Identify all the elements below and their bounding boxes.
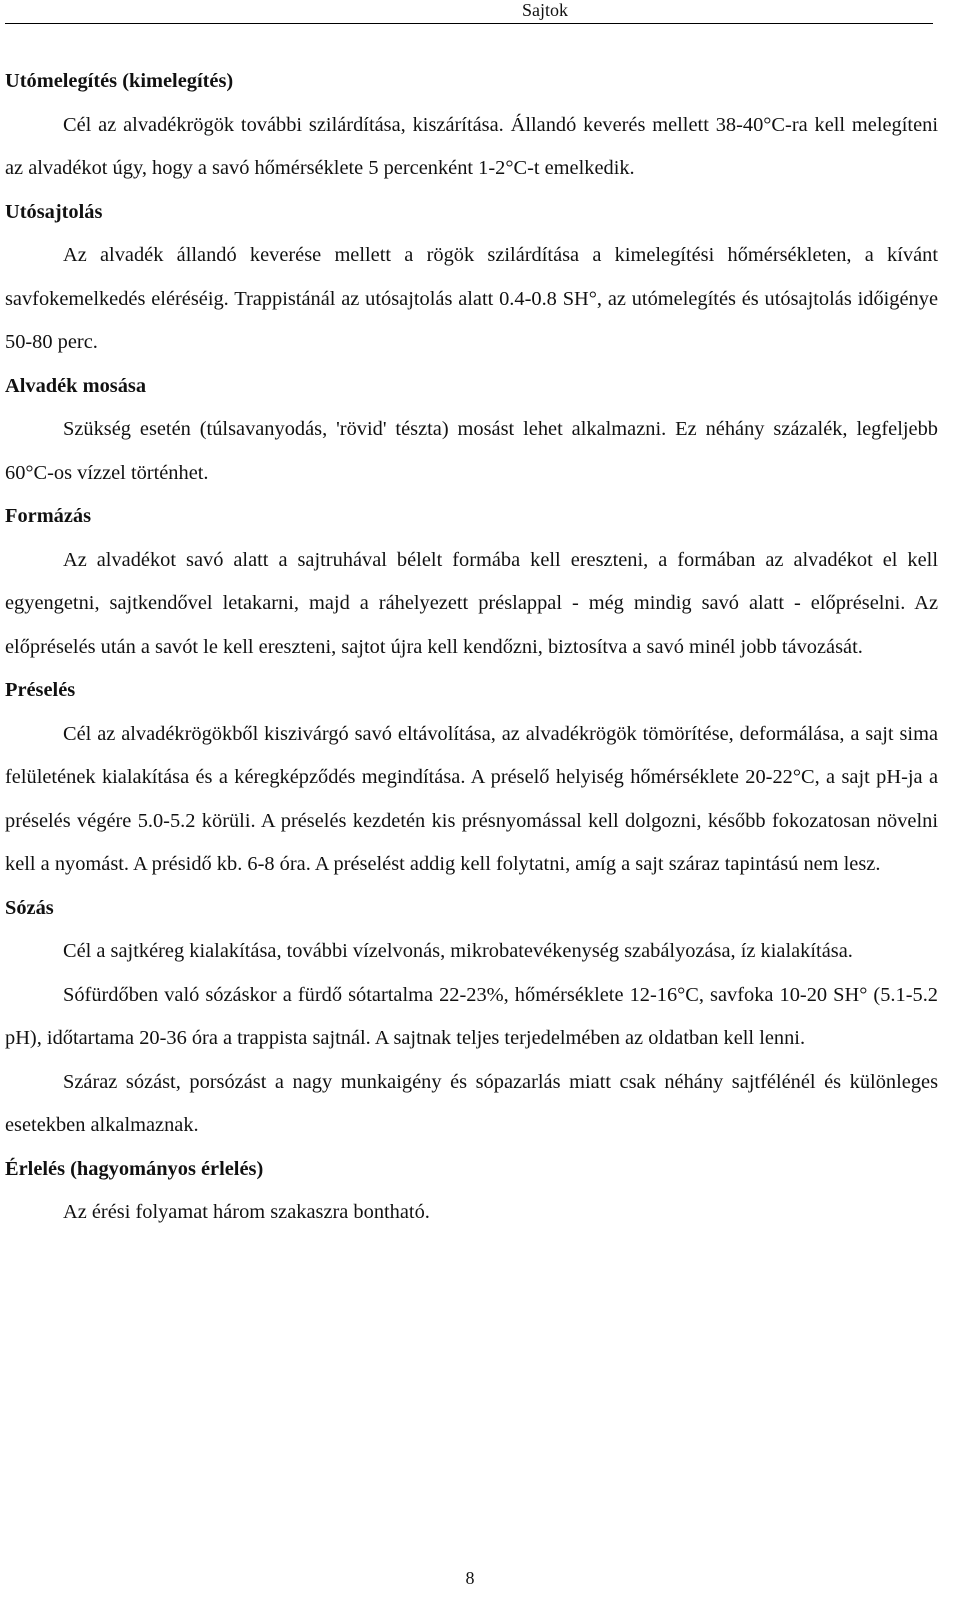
section-sozas bbox=[5, 887, 938, 1148]
paragraph: Szükség esetén (túlsavanyodás, 'rövid' tészta) mosást lehet alkalmazni. Ez néhány százalék, legfeljebb 60°C-os vízzel történhet. bbox=[5, 418, 938, 484]
document-body bbox=[5, 60, 938, 1235]
section-heading: Préselés bbox=[5, 679, 76, 701]
running-header bbox=[5, 0, 933, 24]
paragraph: Az alvadékot savó alatt a sajtruhával bélelt formába kell ereszteni, a formában az alvadékot el kell egyengetni, sajtkendővel letakarni, majd a ráhelyezett préslappal - még mindig savó alatt - előpréselni. Az előpréselés után a savót le kell ereszteni, sajtot újra kell kendőzni, biztosítva a savó minél jobb távozását. bbox=[5, 548, 938, 658]
section-utosajtolas bbox=[5, 191, 938, 365]
header-title: Sajtok bbox=[521, 0, 568, 20]
paragraph: Cél az alvadékrögök további szilárdítása, kiszárítása. Állandó keverés mellett 38-40°C-ra kell melegíteni az alvadékot úgy, hogy a savó hőmérséklete 5 percenként 1-2°C-t emelkedik. bbox=[5, 113, 938, 179]
section-heading: Alvadék mosása bbox=[5, 374, 147, 397]
section-alvadek-mosasa bbox=[5, 365, 938, 496]
section-heading: Utósajtolás bbox=[5, 200, 103, 223]
paragraph: Száraz sózást, porsózást a nagy munkaigény és sópazarlás miatt csak néhány sajtfélénél és különleges esetekben alkalmaznak. bbox=[5, 1070, 938, 1136]
paragraph: Cél az alvadékrögökből kiszivárgó savó eltávolítása, az alvadékrögök tömörítése, deformálása, a sajt sima felületének kialakítása és a kéregképződés megindítása. A préselő helyiség hőmérséklete 20-22°C, a sajt pH-ja a préselés végére 5.0-5.2 körüli. A préselés kezdetén kis présnyomással kell dolgozni, később fokozatosan növelni kell a nyomást. A présidő kb. 6-8 óra. A préselést addig kell folytatni, amíg a sajt száraz tapintású nem lesz. bbox=[5, 722, 938, 875]
section-preseles bbox=[5, 669, 938, 887]
paragraph: Az alvadék állandó keverése mellett a rögök szilárdítása a kimelegítési hőmérsékleten, a kívánt savfokemelkedés eléréséig. Trappistánál az utósajtolás alatt 0.4-0.8 SH°, az utómelegítés és utósajtolás időigénye 50-80 perc. bbox=[5, 244, 938, 353]
section-erleles bbox=[5, 1148, 938, 1235]
section-heading: Sózás bbox=[5, 896, 54, 919]
paragraph: Az érési folyamat három szakaszra bontható. bbox=[63, 1201, 430, 1223]
paragraph: Cél a sajtkéreg kialakítása, további vízelvonás, mikrobatevékenység szabályozása, íz kialakítása. bbox=[63, 940, 853, 962]
section-heading: Utómelegítés (kimelegítés) bbox=[5, 70, 234, 92]
section-utomelegites bbox=[5, 60, 938, 191]
section-heading: Érlelés (hagyományos érlelés) bbox=[5, 1157, 264, 1180]
section-formazas bbox=[5, 495, 938, 669]
paragraph: Sófürdőben való sózáskor a fürdő sótartalma 22-23%, hőmérséklete 12-16°C, savfoka 10-20 SH° (5.1-5.2 pH), időtartama 20-36 óra a trappista sajtnál. A sajtnak teljes terjedelmében az oldatban kell lenni. bbox=[5, 983, 938, 1049]
page-number: 8 bbox=[465, 1568, 475, 1588]
section-heading: Formázás bbox=[5, 505, 92, 527]
